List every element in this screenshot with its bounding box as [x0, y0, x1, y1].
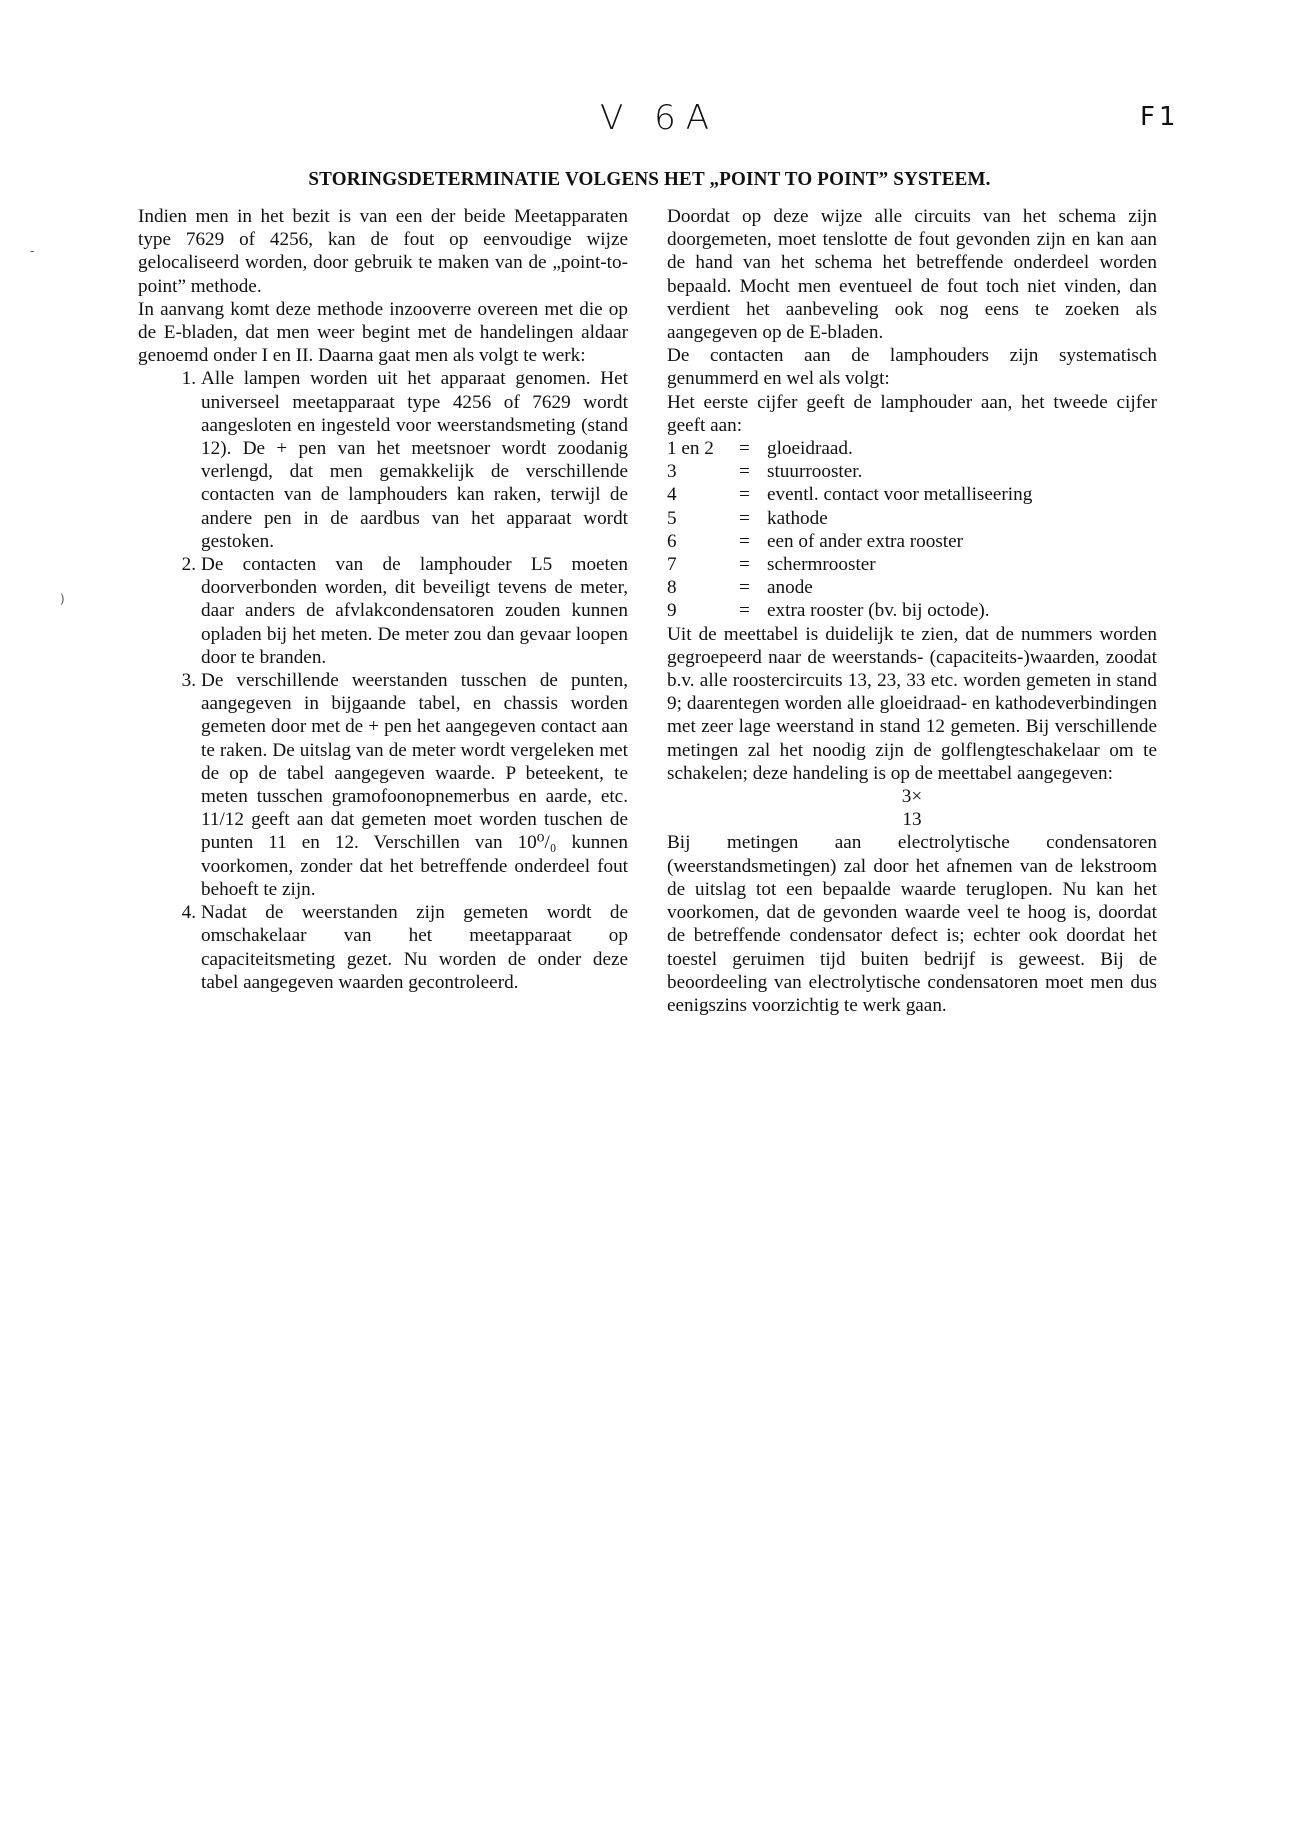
- body-paragraph: Het eerste cijfer geeft de lamphouder aan, het tweede cijfer geeft aan:: [667, 391, 1157, 436]
- steps-list: [138, 367, 628, 993]
- page-title: STORINGSDETERMINATIE VOLGENS HET „POINT TO POINT” SYSTEEM.: [308, 168, 991, 190]
- switch-notation-bottom: 13: [902, 809, 922, 831]
- sheet-id: F1: [1140, 102, 1180, 132]
- contact-legend: [667, 437, 1157, 623]
- equals-sign: =: [739, 461, 750, 483]
- list-item: [138, 367, 628, 553]
- step-number: 1.: [181, 368, 196, 390]
- contact-number: 1 en 2: [667, 438, 714, 460]
- contact-description: stuurrooster.: [767, 461, 863, 483]
- contact-row: [667, 576, 1157, 599]
- contact-description: gloeidraad.: [767, 438, 853, 460]
- contact-description: schermrooster: [767, 554, 876, 576]
- left-column: [138, 205, 628, 994]
- contact-row: [667, 437, 1157, 460]
- list-item: [138, 553, 628, 669]
- contact-number: 5: [667, 507, 677, 529]
- contact-description: anode: [767, 577, 813, 599]
- right-column: [667, 205, 1157, 1017]
- step-number: 2.: [181, 554, 196, 576]
- equals-sign: =: [739, 484, 750, 506]
- contact-number: 7: [667, 554, 677, 576]
- contact-number: 4: [667, 484, 677, 506]
- list-item: [138, 901, 628, 994]
- contact-description: eventl. contact voor metalliseering: [767, 484, 1033, 506]
- step-number: 3.: [181, 670, 196, 692]
- step-text: De contacten van de lamphouder L5 moeten doorverbonden worden, dit beveiligt tevens de meter, daar anders de afvlakcondensatoren zouden kunnen opladen bij het meten. De meter zou dan gevaar loopen door te branden.: [201, 554, 628, 668]
- body-paragraph: Doordat op deze wijze alle circuits van het schema zijn doorgemeten, moet tenslotte de fout gevonden zijn en kan aan de hand van het schema het betreffende onderdeel worden bepaald. Mocht men eventueel de fout toch niet vinden, dan verdient het aanbeveling ook nog eens te zoeken als aangegeven op de E-bladen.: [667, 206, 1157, 344]
- equals-sign: =: [739, 577, 750, 599]
- contact-row: [667, 483, 1157, 506]
- contact-row: [667, 507, 1157, 530]
- page-code: V 6A: [600, 98, 719, 138]
- intro-paragraph: In aanvang komt deze methode inzooverre overeen met die op de E-bladen, dat men weer begint met de handelingen aldaar genoemd onder I en II. Daarna gaat men als volgt te werk:: [138, 298, 628, 367]
- body-paragraph: Bij metingen aan electrolytische condensatoren (weerstandsmetingen) zal door het afnemen van de lekstroom de uitslag tot een bepaalde waarde teruglopen. Nu kan het voorkomen, dat de gevonden waarde veel te hoog is, doordat de betreffende condensator defect is; echter ook doordat het toestel geruimen tijd buiten bedrijf is geweest. Bij de beoordeeling van electrolytische condensatoren moet men dus eenigszins voorzichtig te werk gaan.: [667, 832, 1157, 1016]
- scan-speck: -: [30, 244, 35, 258]
- equals-sign: =: [739, 438, 750, 460]
- body-paragraph: Uit de meettabel is duidelijk te zien, dat de nummers worden gegroepeerd naar de weerstands- (capaciteits-)waarden, zoodat b.v. alle roostercircuits 13, 23, 33 etc. worden gemeten in stand 9; daarentegen worden alle gloeidraad- en kathodeverbindingen met zeer lage weerstand in stand 12 gemeten. Bij verschillende metingen zal het noodig zijn de golflengteschakelaar om te schakelen; deze handeling is op de meettabel aangegeven:: [667, 623, 1157, 784]
- step-text: Nadat de weerstanden zijn gemeten wordt de omschakelaar van het meetapparaat op capaciteitsmeting gezet. Nu worden de onder deze tabel aangegeven waarden gecontroleerd.: [201, 902, 628, 993]
- intro-paragraph: Indien men in het bezit is van een der beide Meetapparaten type 7629 of 4256, kan de fout op eenvoudige wijze gelocaliseerd worden, door gebruik te maken van de „point-to-point” methode.: [138, 206, 628, 297]
- equals-sign: =: [739, 554, 750, 576]
- contact-description: extra rooster (bv. bij octode).: [767, 600, 990, 622]
- switch-notation-top: 3×: [901, 786, 923, 808]
- contact-description: kathode: [767, 507, 828, 529]
- contact-row: [667, 530, 1157, 553]
- step-text: De verschillende weerstanden tusschen de punten, aangegeven in bijgaande tabel, en chassis worden gemeten door met de + pen het aangegeven contact aan te raken. De uitslag van de meter wordt vergeleken met de op de tabel aangegeven waarde. P beteekent, te meten tusschen gramofoonopnemerbus en aarde, etc. 11/12 geeft aan dat gemeten moet worden tuschen de punten 11 en 12. Verschillen van 10⁰/₀ kunnen voorkomen, zonder dat het betreffende onderdeel fout behoeft te zijn.: [201, 670, 628, 900]
- step-text: Alle lampen worden uit het apparaat genomen. Het universeel meetapparaat type 4256 of 7629 wordt aangesloten en ingesteld voor weerstandsmeting (stand 12). De + pen van het meetsnoer wordt zoodanig verlengd, dat men gemakkelijk de verschillende contacten van de lamphouders kan raken, terwijl de andere pen in de aardbus van het apparaat wordt gestoken.: [201, 368, 628, 552]
- contact-row: [667, 460, 1157, 483]
- contact-description: een of ander extra rooster: [767, 530, 964, 552]
- contact-number: 9: [667, 600, 677, 622]
- scan-speck: ): [60, 592, 65, 606]
- contact-number: 8: [667, 577, 677, 599]
- equals-sign: =: [739, 600, 750, 622]
- list-item: [138, 669, 628, 901]
- contact-row: [667, 599, 1157, 622]
- equals-sign: =: [739, 530, 750, 552]
- equals-sign: =: [739, 507, 750, 529]
- contact-number: 6: [667, 530, 677, 552]
- step-number: 4.: [181, 902, 196, 924]
- contact-row: [667, 553, 1157, 576]
- body-paragraph: De contacten aan de lamphouders zijn systematisch genummerd en wel als volgt:: [667, 345, 1157, 390]
- contact-number: 3: [667, 461, 677, 483]
